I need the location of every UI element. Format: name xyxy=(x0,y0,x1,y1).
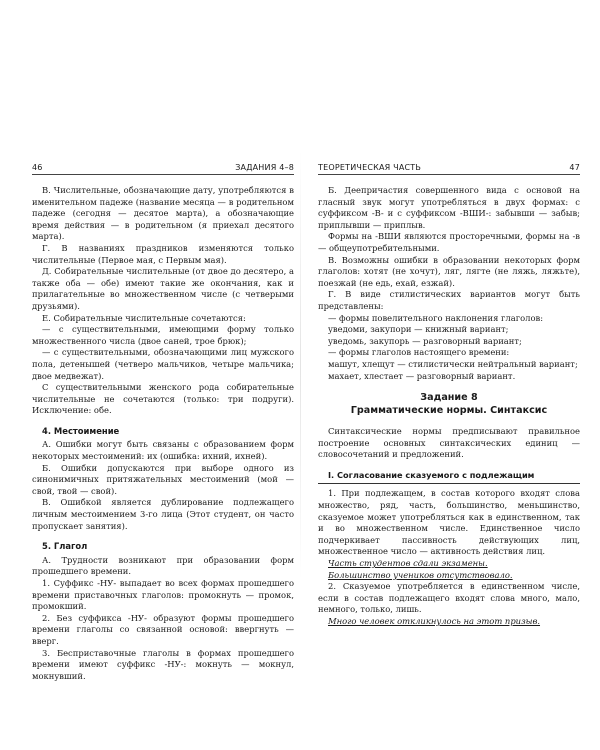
list-item: — с существительными, обозначающими лиц мужского пола, детенышей (четверо мальчиков, четыре мальчика; двое медвежат). xyxy=(32,347,294,381)
left-page-number: 46 xyxy=(32,163,43,172)
list-item: уведоми, закупори — книжный вариант; xyxy=(328,324,509,335)
left-page xyxy=(32,160,294,682)
paragraph: Е. Собирательные числительные сочетаются: xyxy=(42,312,246,323)
paragraph: С существительными женского рода собирательные числительные не сочетаются (только: три подруги). Исключение: обе. xyxy=(32,382,294,416)
paragraph: Формы на -ВШИ являются просторечными, формы на -в — общеупотребительными. xyxy=(318,231,580,253)
paragraph: А. Трудности возникают при образовании форм прошедшего времени. xyxy=(32,554,294,577)
right-page-body xyxy=(318,185,580,628)
list-item: махает, хлестает — разговорный вариант. xyxy=(328,370,516,381)
section-heading-verb: 5. Глагол xyxy=(42,541,88,552)
list-item: — с существительными, имеющими форму только множественного числа (двое саней, трое брюк); xyxy=(32,324,294,346)
paragraph: Д. Собирательные числительные (от двое до десятеро, а также оба — обе) имеют такие же окончания, как и прилагательные во множественном числе (с четверыми друзьями). xyxy=(32,266,294,311)
example-sentence: Много человек откликнулось на этот призыв. xyxy=(328,616,541,626)
right-page-header xyxy=(318,160,580,175)
paragraph: В. Возможны ошибки в образовании некоторых форм глаголов: хотят (не хочут), ляг, лягте (не ляжь, ляжьте), поезжай (не едь, ехай, езжай). xyxy=(318,254,580,288)
right-running-head: ТЕОРЕТИЧЕСКАЯ ЧАСТЬ xyxy=(318,163,422,172)
task-number: Задание 8 xyxy=(420,392,478,404)
example-sentence: Часть студентов сдали экзамены. xyxy=(328,558,488,569)
list-item: — формы повелительного наклонения глаголов: xyxy=(328,312,544,323)
intro-paragraph: Синтаксические нормы предписывают правильное построение основных синтаксических единиц — словосочетаний и предложений. xyxy=(318,426,580,460)
paragraph: А. Ошибки могут быть связаны с образованием форм некоторых местоимений: их (ошибка: ихний, ихней). xyxy=(32,439,294,462)
section-heading-pronoun: 4. Местоимение xyxy=(42,425,120,436)
paragraph: В. Ошибкой является дублирование подлежащего личным местоимением 3-го лица (Этот студент, он часто пропускает занятия). xyxy=(32,497,294,531)
left-page-body xyxy=(32,185,294,682)
paragraph: Г. В виде стилистических вариантов могут быть представлены: xyxy=(318,289,580,311)
task-topic: Грамматические нормы. Синтаксис xyxy=(350,404,548,416)
paragraph: В. Числительные, обозначающие дату, употребляются в именительном падеже (название месяца — в родительном падеже (сегодня — десятое марта), а обозначающие время действия — в родительном (я приехал десятого марта). xyxy=(32,185,294,242)
paragraph: 1. Суффикс -НУ- выпадает во всех формах прошедшего времени приставочных глаголов: промокнуть — промок, промокший. xyxy=(32,578,294,612)
paragraph: Б. Ошибки допускаются при выборе одного из синонимичных притяжательных местоимений (мой — свой, твой — свой). xyxy=(32,462,294,496)
right-page-number: 47 xyxy=(569,163,580,172)
paragraph: 2. Без суффикса -НУ- образуют формы прошедшего времени глаголы со связанной основой: ввергнуть — вверг. xyxy=(32,612,294,646)
task-title xyxy=(318,392,580,417)
paragraph: 3. Бесприставочные глаголы в формах прошедшего времени имеют суффикс -НУ-: мокнуть — мокнул, мокнувший. xyxy=(32,647,294,681)
paragraph: 2. Сказуемое употребляется в единственном числе, если в состав подлежащего входят слова много, мало, немного, только, лишь. xyxy=(318,581,580,615)
list-item: — формы глаголов настоящего времени: xyxy=(328,347,510,358)
left-running-head: ЗАДАНИЯ 4–8 xyxy=(235,163,294,172)
paragraph: Г. В названиях праздников изменяются только числительные (Первое мая, с Первым мая). xyxy=(32,242,294,265)
book-gutter xyxy=(300,150,301,580)
list-item: уведомь, закупорь — разговорный вариант; xyxy=(328,335,522,346)
left-page-header xyxy=(32,160,294,175)
subsection-heading: I. Согласование сказуемого с подлежащим xyxy=(318,470,580,485)
paragraph: Б. Деепричастия совершенного вида с основой на гласный звук могут употребляться в двух формах: с суффиксом -В- и с суффиксом -ВШИ-: забывши — забыв; приплывши — приплыв. xyxy=(318,185,580,230)
paragraph: 1. При подлежащем, в состав которого входят слова множество, ряд, часть, большинство, меньшинство, сказуемое может употребляться как в единственном, так и во множественном числе. Единственное число подчеркивает пассивность действующих лиц, множественное число — активность действия лиц. xyxy=(318,488,580,557)
example-sentence: Большинство учеников отсутствовало. xyxy=(328,569,513,580)
list-item: машут, хлещут — стилистически нейтральный вариант; xyxy=(328,358,578,369)
right-page xyxy=(318,160,580,628)
